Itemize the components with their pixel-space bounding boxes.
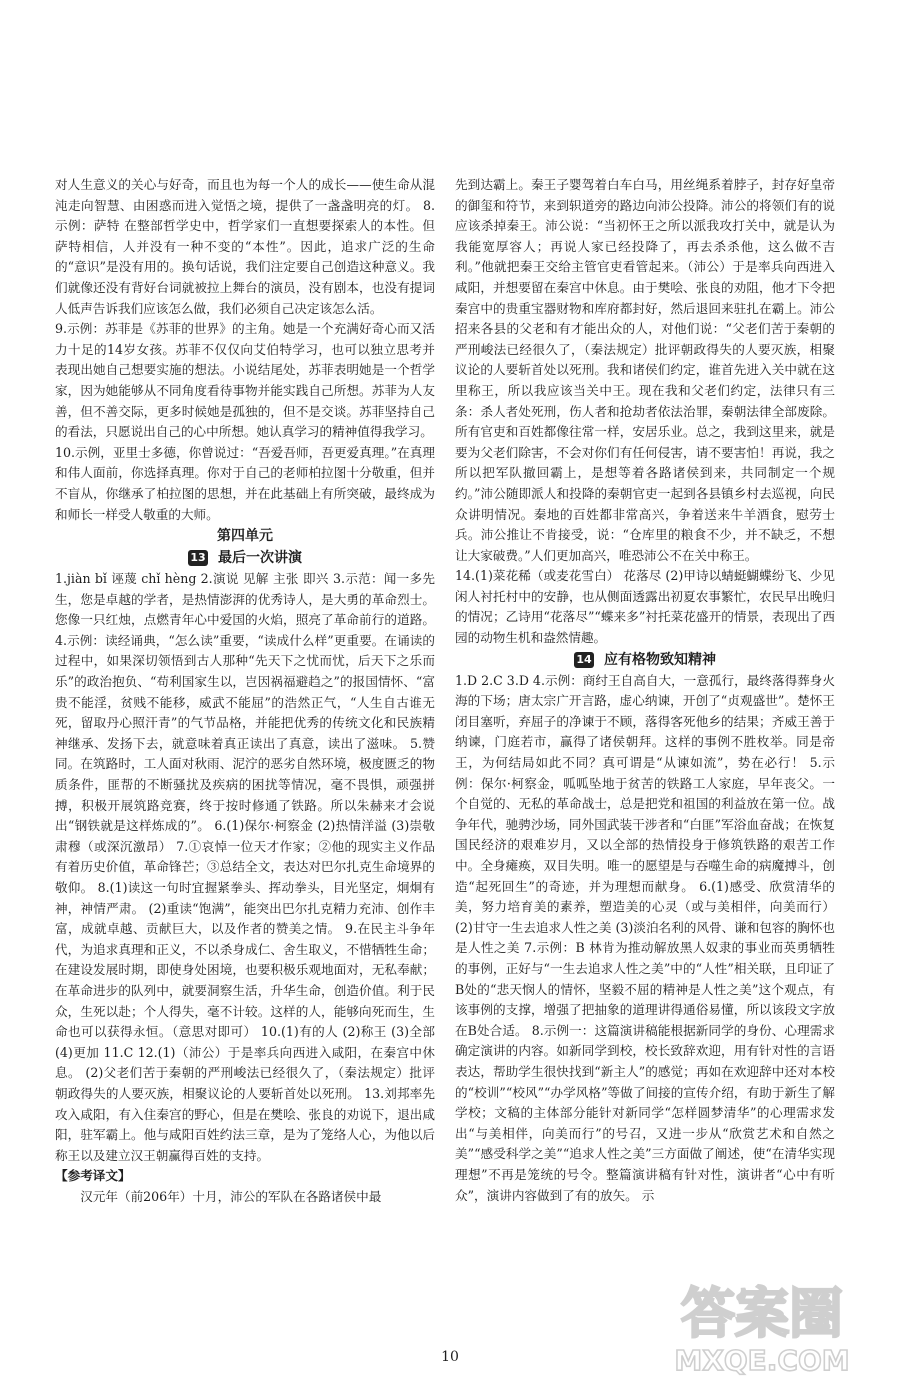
right-paragraph-3: 1.D 2.C 3.D 4.示例：商纣王自高自大，一意孤行，最终落得葬身火海的下场；唐太宗广开言路，虚心纳谏，开创了“贞观盛世”。楚怀王闭目塞听，弃屈子的净谏于不顾，落得客死他乡的结果；齐威王善于纳谏，门庭若市，赢得了诸侯朝拜。这样的事例不胜枚举。同是帝王，为何结局如此不同？真可谓是“从谏如流”，势在必行！ 5.示例：保尔·柯察金，呱呱坠地于贫苦的铁路工人家庭，早年丧父。一个自觉的、无私的革命战士，总是把党和祖国的利益放在第一位。战争年代，驰骋沙场，同外国武装干涉者和“白匪”军浴血奋战；在恢复国民经济的艰难岁月，又以全部的热情投身于修筑铁路的艰苦工作中。全身瘫痪，双目失明。唯一的愿望是与吞噬生命的病魔搏斗，创造“起死回生”的奇迹，并为理想而献身。 6.(1)感受、欣赏清华的美，努力培育美的素养，塑造美的心灵（或与美相伴，向美而行） (2)甘守一生去追求人性之美 (3)淡泊名利的风骨、谦和包容的胸怀也是人性之美 7.示例：B 林肯为推动解放黑人奴隶的事业而英勇牺牲的事例，正好与“一生去追求人性之美”中的“人性”相关联，且印证了B处的“悲天悯人的情怀，坚毅不屈的精神是人性之美”这个观点，有该事例的支撑，增强了把抽象的道理讲得通俗易懂，所以该段文字放在B处合适。 8.示例一：这篇演讲稿能根据新同学的身份、心理需求确定演讲的内容。如新同学到校，校长致辞欢迎，用有针对性的言语表达，帮助学生很快找到“新主人”的感觉；再如在欢迎辞中还对本校的“校训”“校风”“办学风格”等做了间接的宣传介绍，有助于新生了解学校；文稿的主体部分能针对新同学“怎样圆梦清华”的心理需求发出“与美相伴，向美而行”的号召，又进一步从“欣赏艺术和自然之美”“感受科学之美”“追求人性之美”三方面做了阐述，使“在清华实现理想”不再是笼统的号令。整篇演讲稿有针对性，演讲者“心中有听众”，演讲内容做到了有的放矢。 示 [455,672,835,1203]
left-column [55,175,435,1208]
left-paragraph-2: 9.示例：苏菲是《苏菲的世界》的主角。她是一个充满好奇心而又活力十足的14岁女孩。苏菲不仅仅向艾伯特学习，也可以独立思考并表现出她自己想要实施的想法。小说结尾处，苏菲表明她是一个哲学家，因为她能够从不同角度看待事物并能实践自己所想。苏菲为人友善，但不善交际，更多时候她是孤独的，但不是交谈。苏菲坚持自己的看法，只愿说出自己的心中所想。她认真学习的精神值得我学习。 [55,321,435,440]
lesson-14-number-badge: 14 [574,652,594,668]
reference-translation-label: 【参考译文】 [55,1168,131,1184]
left-paragraph-5: 汉元年（前206年）十月，沛公的军队在各路诸侯中最 [80,1188,382,1204]
right-column [455,175,835,1206]
lesson-13-number-badge: 13 [188,550,208,566]
lesson-13-heading [55,547,435,569]
right-paragraph-1: 先到达霸上。秦王子婴驾着白车白马，用丝绳系着脖子，封存好皇帝的御玺和符节，来到轵道旁的路边向沛公投降。沛公的将领们有的说应该杀掉秦王。沛公说：“当初怀王之所以派我攻打关中，就是认为我能宽厚容人；再说人家已经投降了，再去杀杀他，这么做不吉利。”他就把秦王交给主管官吏看管起来。（沛公）于是率兵向西进入咸阳，并想要留在秦宫中休息。由于樊哙、张良的劝阻，他才下令把秦宫中的贵重宝器财物和库府都封好，然后退回来驻扎在霸上。沛公招来各县的父老和有才能出众的人，对他们说：“父老们苦于秦朝的严刑峻法已经很久了，（秦法规定）批评朝政得失的人要灭族，相聚议论的人要斩首处以死刑。我和诸侯们约定，谁首先进入关中就在这里称王，所以我应该当关中王。现在我和父老们约定，法律只有三条：杀人者处死刑，伤人者和抢劫者依法治罪，秦朝法律全部废除。所有官吏和百姓都像往常一样，安居乐业。总之，我到这里来，就是要为父老们除害，不会对你们有任何侵害，请不要害怕！再说，我之所以把军队撤回霸上，是想等着各路诸侯到来，共同制定一个规约。”沛公随即派人和投降的秦朝官吏一起到各县镇乡村去巡视，向民众讲明情况。秦地的百姓都非常高兴，争着送来牛羊酒食，慰劳士兵。沛公推让不肯接受，说：“仓库里的粮食不少，并不缺乏，不想让大家破费。”人们更加高兴，唯恐沛公不在关中称王。 [455,177,835,563]
left-paragraph-1: 对人生意义的关心与好奇，而且也为每一个人的成长——使生命从混沌走向智慧、由困惑而进入觉悟之境，提供了一盏盏明亮的灯。 8.示例：萨特 在整部哲学史中，哲学家们一直想要探索人的本性。但萨特相信，人并没有一种不变的“本性”。因此，追求广泛的生命的“意识”是没有用的。换句话说，我们注定要自己创造这种意义。我们就像还没有背好台词就被拉上舞台的演员，没有剧本，也没有提词人低声告诉我们应该怎么做，我们必须自己决定该怎么活。 [55,177,435,316]
lesson-14-title: 应有格物致知精神 [604,651,716,668]
unit-title: 第四单元 [217,528,273,545]
page-number: 10 [441,1349,459,1365]
watermark-text-url: MXQE.COM [674,1344,850,1377]
lesson-14-heading [455,649,835,671]
lesson-13-title: 最后一次讲演 [218,550,302,567]
left-paragraph-3: 10.示例，亚里士多德，你曾说过：“吾爱吾师，吾更爱真理。”在真理和伟人面前，你选择真理。你对于自己的老师柏拉图十分敬重，但并不盲从，你继承了柏拉图的思想，并在此基础上有所突破，最终成为和师长一样受人敬重的大师。 [55,444,435,522]
watermark-logo [642,1270,882,1380]
left-paragraph-4: 1.jiàn bǐ 诬蔑 chǐ hèng 2.演说 见解 主张 即兴 3.示范：闻一多先生，您是卓越的学者，是热情澎湃的优秀诗人，是大勇的革命烈士。您像一只红烛，点燃青年心中爱国的火焰，照亮了革命前行的道路。 4.示例：读经诵典，“怎么读”重要，“读成什么样”更重要。在诵读的过程中，如果深切领悟到古人那种“先天下之忧而忧，后天下之乐而乐”的政治抱负、“苟利国家生以，岂因祸福避趋之”的报国情怀、“富贵不能淫，贫贱不能移，威武不能屈”的浩然正气，“人生自古谁无死，留取丹心照汗青”的气节品格，并能把优秀的传统文化和民族精神继承、发扬下去，就意味着真正读出了真意，读出了滋味。 5.赞同。在筑路时，工人面对秋雨、泥泞的恶劣自然环境，极度匮乏的物质条件，匪帮的不断骚扰及疾病的困扰等情况，毫不畏惧，顽强拼搏，积极开展筑路竞赛，终于按时修通了铁路。所以朱赫来才会说出“钢铁就是这样炼成的”。 6.(1)保尔·柯察金 (2)热情洋溢 (3)崇敬肃穆（或深沉激昂） 7.①哀悼一位天才作家；②他的现实主义作品有着历史价值，革命锋芒；③总结全文，表达对巴尔扎克生命境界的敬仰。 8.(1)读这一句时宜握紧拳头、挥动拳头，目光坚定，炯炯有神，神情严肃。 (2)重读“饱满”，能突出巴尔扎克精力充沛、创作丰富，成就卓越、贡献巨大，以及作者的赞美之情。 9.在民主斗争年代，为追求真理和正义，不以杀身成仁、舍生取义，不惜牺牲生命；在建设发展时期，即使身处困境，也要积极乐观地面对，无私奉献；在革命进步的队列中，就要洞察生活，升华生命，创造价值。利于民众，生死以赴；个人得失，毫不计较。这样的人，能够向死而生，生命也可以获得永恒。（意思对即可） 10.(1)有的人 (2)称王 (3)全部 (4)更加 11.C 12.(1)（沛公）于是率兵向西进入咸阳，在秦宫中休息。 (2)父老们苦于秦朝的严刑峻法已经很久了，（秦法规定）批评朝政得失的人要灭族，相聚议论的人要斩首处以死刑。 13.刘邦率先攻入咸阳，有入住秦宫的野心，但是在樊哙、张良的劝说下，退出咸阳，驻军霸上。他与咸阳百姓约法三章，是为了笼络人心，为他以后称王以及建立汉王朝赢得百姓的支持。 [55,571,435,1163]
right-paragraph-2: 14.(1)菜花稀（或麦花雪白） 花落尽 (2)甲诗以蜻蜓蝴蝶纷飞、少见闲人衬托村中的安静，也从侧面透露出初夏农事繁忙，农民早出晚归的情况；乙诗用“花落尽”“蝶来多”衬托菜花盛开的情景，表现出了西园的动物生机和盎然情趣。 [455,568,835,646]
watermark-text-cn: 答案圈 [681,1282,843,1345]
